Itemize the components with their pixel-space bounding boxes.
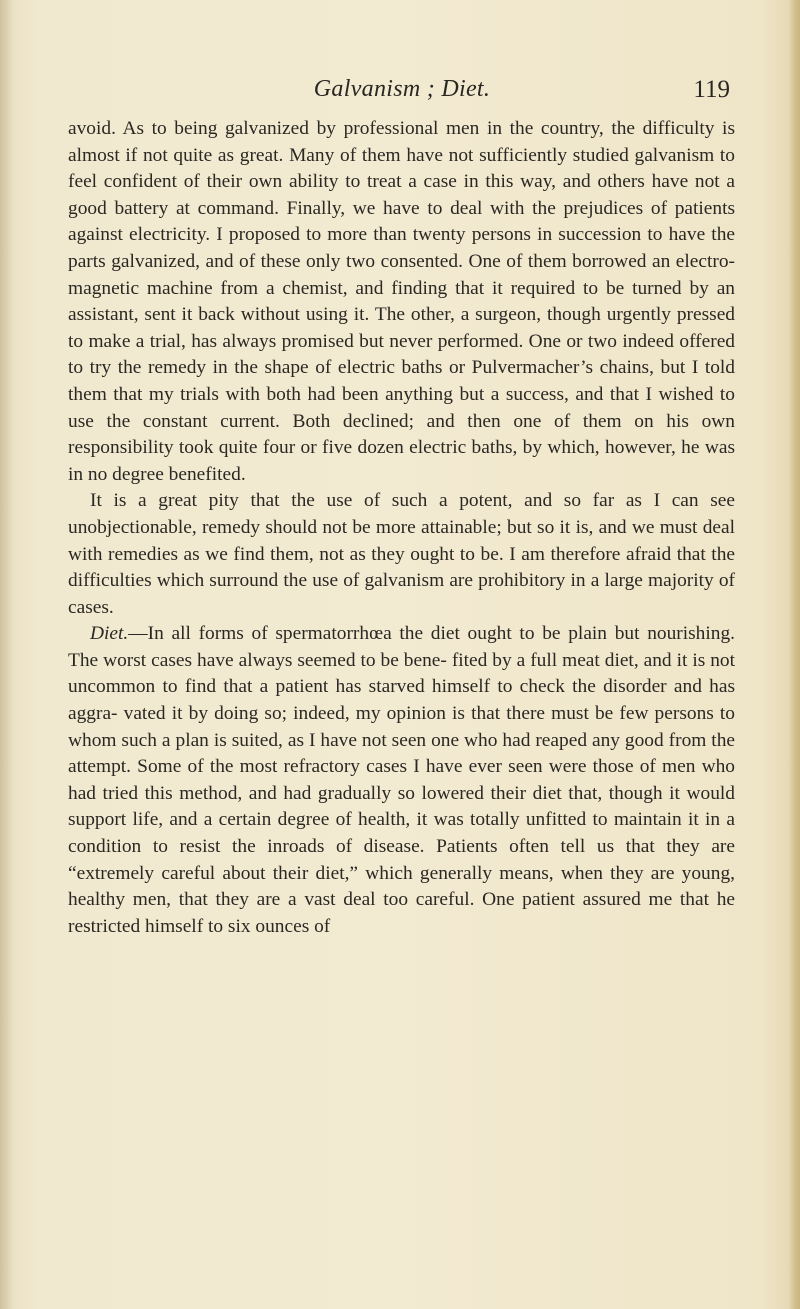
page-number: 119 xyxy=(693,76,730,103)
paragraph-text: It is a great pity that the use of such a potent, and so far as I can see unobjectionable, remedy should not be more attainable; but so it is, and we must deal with remedies as we find them, not as they ought to be. I am therefore afraid that the difficulties which surround the use of galvanism are prohibitory in a large majority of cases. xyxy=(68,490,735,618)
paragraph xyxy=(68,488,735,621)
spine-shadow xyxy=(0,0,14,1309)
body-text xyxy=(68,116,735,940)
paragraph xyxy=(68,621,735,940)
paragraph-text: —In all forms of spermatorrhœa the diet ought to be plain but nourishing. The worst cases have always seemed to be bene- fited by a full meat diet, and it is not uncommon to find that a patient has starved himself to check the disorder and has aggra- vated it by doing so; indeed, my opinion is that there must be few persons to whom such a plan is suited, as I have not seen one who had reaped any good from the attempt. Some of the most refractory cases I have ever seen were those of men who had tried this method, and had gradually so lowered their diet that, though it would support life, and a certain degree of health, it was totally unfitted to maintain it in a condition to resist the inroads of disease. Patients often tell us that they are “extremely careful about their diet,” which generally means, when they are young, healthy men, that they are a vast deal too careful. One patient assured me that he restricted himself to six ounces of xyxy=(68,623,735,937)
page-header xyxy=(68,76,736,110)
running-title: Galvanism ; Diet. xyxy=(313,76,491,102)
paragraph: avoid. As to being galvanized by professional men in the country, the difficulty is almost if not quite as great. Many of them have not sufficiently studied galvanism to feel confident of their own ability to treat a case in this way, and others have not a good battery at command. Finally, we have to deal with the prejudices of patients against electricity. I proposed to more than twenty persons in succession to have the parts galvanized, and of these only two consented. One of them borrowed an electro-magnetic machine from a chemist, and finding that it required to be turned by an assistant, sent it back without using it. The other, a surgeon, though urgently pressed to make a trial, has always promised but never performed. One or two indeed offered to try the remedy in the shape of electric baths or Pulvermacher’s chains, but I told them that my trials with both had been anything but a success, and that I wished to use the constant current. Both declined; and then one of them on his own responsibility took quite four or five dozen electric baths, by which, however, he was in no degree benefited. xyxy=(68,118,735,485)
section-heading: Diet. xyxy=(90,623,129,645)
page-edge xyxy=(788,0,800,1309)
